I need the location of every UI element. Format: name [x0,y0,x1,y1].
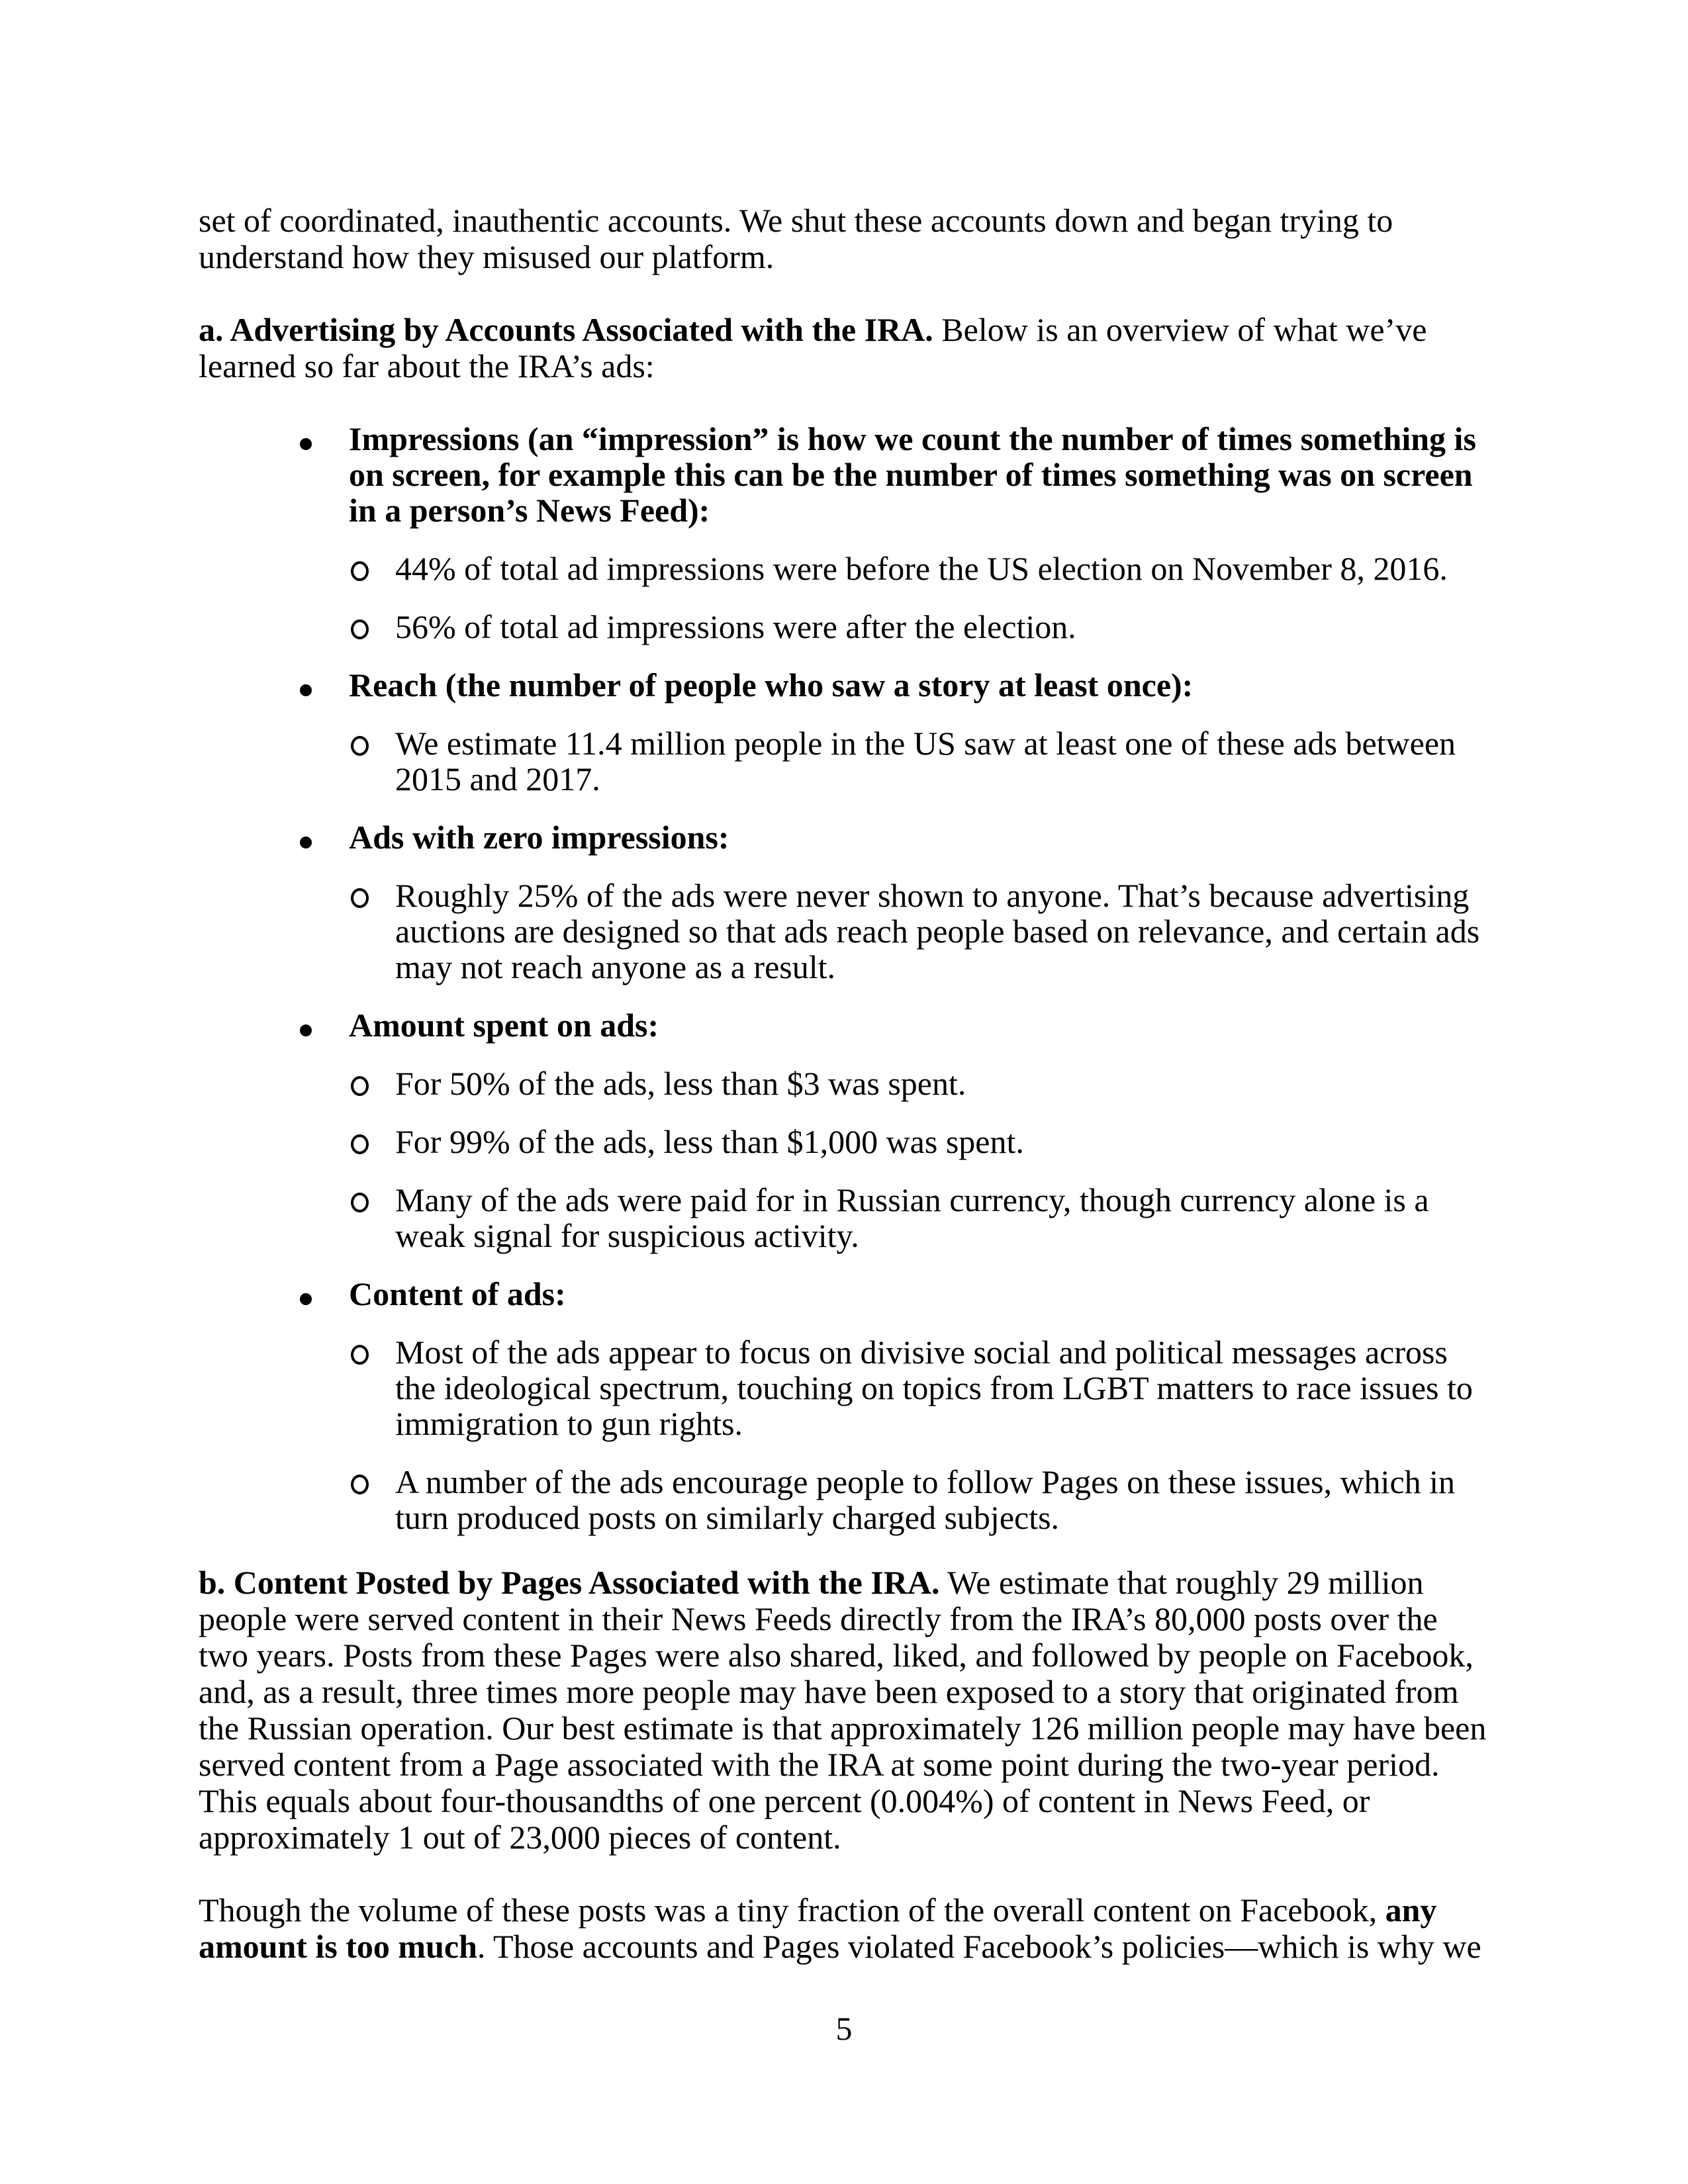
text-line [199,1500,1529,1535]
sub-bullet-item [199,551,1529,586]
text-segment: Amount spent on ads: [349,1007,659,1044]
text-segment: Many of the ads were paid for in Russian currency, though currency alone is a [395,1181,1429,1218]
text-line [199,348,1529,385]
text-line [199,1124,1529,1160]
text-segment: b. Content Posted by Pages Associated with the IRA. [199,1564,940,1601]
paragraph [199,1892,1529,1965]
sub-bullet-item [199,1124,1529,1160]
text-line [199,819,1529,855]
text-segment: We estimate 11.4 million people in the US saw at least one of these ads between [395,725,1456,762]
text-line [199,492,1529,528]
text-segment: Most of the ads appear to focus on divisive social and political messages across [395,1334,1448,1371]
text-segment: a. Advertising by Accounts Associated with the IRA. [199,311,933,348]
paragraph [199,203,1529,275]
text-segment: auctions are designed so that ads reach people based on relevance, and certain ads [395,913,1480,950]
text-line [199,761,1529,797]
sub-bullet-item [199,1066,1529,1101]
text-segment: may not reach anyone as a result. [395,948,836,985]
bullet-circle-icon [351,736,369,756]
text-line [199,1674,1529,1710]
text-segment: people were served content in their News Feeds directly from the IRA’s 80,000 posts over the [199,1600,1438,1637]
sub-bullet-item [199,1334,1529,1441]
text-segment: amount is too much [199,1928,477,1965]
bullet-item [199,667,1529,703]
bullet-item [199,421,1529,528]
text-segment: and, as a result, three times more people may have been exposed to a story that originated from [199,1673,1459,1710]
page-footer [0,2011,1688,2047]
text-line [199,1929,1529,1965]
text-segment: the ideological spectrum, touching on topics from LGBT matters to race issues to [395,1369,1473,1406]
text-segment: in a person’s News Feed): [349,492,710,529]
text-segment: 44% of total ad impressions were before the US election on November 8, 2016. [395,550,1448,587]
text-line [199,312,1529,348]
text-line [199,1601,1529,1637]
text-line [199,1892,1529,1929]
bullet-dot-icon [300,438,312,450]
bullet-item [199,1007,1529,1043]
text-line [199,457,1529,492]
text-segment: understand how they misused our platform. [199,238,774,275]
text-line [199,609,1529,645]
text-line [199,1182,1529,1218]
bullet-dot-icon [300,1293,312,1305]
text-segment: learned so far about the IRA’s ads: [199,347,655,385]
text-line [199,1464,1529,1500]
text-segment: approximately 1 out of 23,000 pieces of content. [199,1819,841,1856]
sub-bullet-item [199,878,1529,985]
paragraph [199,312,1529,385]
bullet-circle-icon [351,888,369,908]
text-line [199,1066,1529,1101]
paragraph [199,1565,1529,1856]
text-line [199,1637,1529,1674]
bullet-circle-icon [351,1134,369,1154]
sub-bullet-item [199,1464,1529,1535]
text-segment: A number of the ads encourage people to follow Pages on these issues, which in [395,1463,1456,1500]
text-segment: any [1385,1891,1437,1929]
bullet-circle-icon [351,619,369,639]
text-line [199,1747,1529,1783]
text-line [199,878,1529,913]
sub-bullet-item [199,609,1529,645]
text-line [199,239,1529,275]
text-line [199,551,1529,586]
text-segment: Though the volume of these posts was a tiny fraction of the overall content on Facebook, [199,1891,1385,1929]
text-segment: For 50% of the ads, less than $3 was spent. [395,1065,966,1102]
sub-bullet-item [199,725,1529,797]
text-segment: turn produced posts on similarly charged subjects. [395,1499,1060,1536]
sub-bullet-item [199,1182,1529,1253]
text-segment: Below is an overview of what we’ve [933,311,1427,348]
text-segment: set of coordinated, inauthentic accounts. We shut these accounts down and began trying to [199,202,1393,239]
text-line [199,1218,1529,1253]
text-segment: This equals about four-thousandths of one percent (0.004%) of content in News Feed, or [199,1782,1370,1819]
bullet-dot-icon [300,684,312,696]
document-content [199,203,1529,2001]
text-line [199,203,1529,239]
bullet-circle-icon [351,1076,369,1096]
text-line [199,1710,1529,1747]
bullet-item [199,1276,1529,1312]
text-line [199,1406,1529,1441]
text-segment: We estimate that roughly 29 million [939,1564,1424,1601]
bullet-circle-icon [351,1193,369,1212]
text-segment: Roughly 25% of the ads were never shown to anyone. That’s because advertising [395,877,1470,914]
text-segment: Reach (the number of people who saw a story at least once): [349,666,1194,704]
bullet-circle-icon [351,561,369,581]
text-segment: 2015 and 2017. [395,760,600,797]
bullet-circle-icon [351,1345,369,1365]
text-segment: immigration to gun rights. [395,1405,743,1442]
text-segment: . Those accounts and Pages violated Facebook’s policies—which is why we [477,1928,1481,1965]
text-segment: two years. Posts from these Pages were also shared, liked, and followed by people on Facebook, [199,1637,1474,1674]
bullet-dot-icon [300,1024,312,1036]
text-line [199,1334,1529,1370]
text-line [199,913,1529,949]
text-segment: the Russian operation. Our best estimate is that approximately 126 million people may have been [199,1709,1487,1747]
text-segment: Content of ads: [349,1275,566,1312]
text-segment: Impressions (an “impression” is how we count the number of times something is [349,420,1476,457]
text-line [199,421,1529,457]
text-segment: weak signal for suspicious activity. [395,1217,859,1254]
text-line [199,725,1529,761]
text-line [199,1370,1529,1406]
bullet-circle-icon [351,1475,369,1494]
text-line [199,1783,1529,1819]
text-segment: 56% of total ad impressions were after the election. [395,608,1076,645]
text-line [199,667,1529,703]
text-line [199,1819,1529,1856]
page-number: 5 [835,2010,853,2047]
text-line [199,1565,1529,1601]
text-line [199,949,1529,985]
text-segment: served content from a Page associated with the IRA at some point during the two-year period. [199,1746,1440,1783]
text-line [199,1276,1529,1312]
text-segment: Ads with zero impressions: [349,819,729,856]
text-segment: For 99% of the ads, less than $1,000 was spent. [395,1123,1024,1160]
bullet-dot-icon [300,837,312,848]
text-segment: on screen, for example this can be the number of times something was on screen [349,456,1473,493]
bullet-item [199,819,1529,855]
text-line [199,1007,1529,1043]
